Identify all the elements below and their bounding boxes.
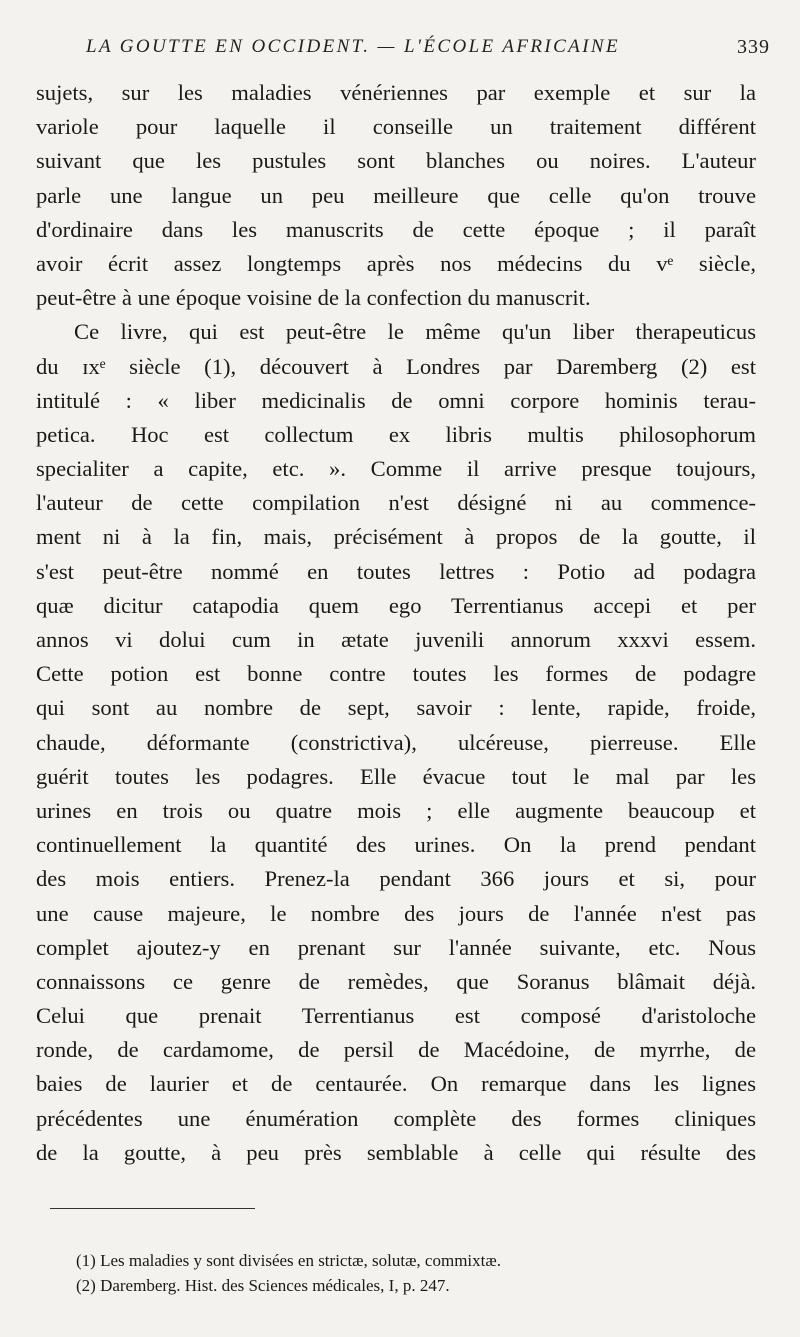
text-line: quæ dicitur catapodia quem ego Terrentianus accepi et per (36, 592, 756, 618)
text-line: ronde, de cardamome, de persil de Macédoine, de myrrhe, de (36, 1037, 756, 1063)
page-number: 339 (737, 36, 770, 58)
body-text (36, 76, 756, 1170)
text-line: ment ni à la fin, mais, précisément à propos de la goutte, il (36, 524, 756, 550)
running-header (86, 36, 770, 66)
text-line: avoir écrit assez longtemps après nos médecins du vᵉ siècle, (36, 250, 756, 276)
text-line: variole pour laquelle il conseille un traitement différent (36, 114, 756, 140)
text-line: peut-être à une époque voisine de la confection du manuscrit. (36, 285, 591, 311)
text-line: Ce livre, qui est peut-être le même qu'un liber therapeuticus (74, 319, 756, 345)
text-line: précédentes une énumération complète des formes cliniques (36, 1105, 756, 1131)
text-line: guérit toutes les podagres. Elle évacue tout le mal par les (36, 763, 756, 789)
text-line: complet ajoutez-y en prenant sur l'année suivante, etc. Nous (36, 934, 756, 960)
text-line: l'auteur de cette compilation n'est désigné ni au commence- (36, 490, 756, 516)
text-line: baies de laurier et de centaurée. On remarque dans les lignes (36, 1071, 756, 1097)
text-line: parle une langue un peu meilleure que celle qu'on trouve (36, 182, 756, 208)
text-line: des mois entiers. Prenez-la pendant 366 jours et si, pour (36, 866, 756, 892)
footnote-rule (50, 1208, 255, 1209)
text-line: Celui que prenait Terrentianus est composé d'aristoloche (36, 1003, 756, 1029)
text-line: suivant que les pustules sont blanches ou noires. L'auteur (36, 148, 756, 174)
text-line: intitulé : « liber medicinalis de omni corpore hominis terau- (36, 387, 756, 413)
text-line: annos vi dolui cum in ætate juvenili annorum xxxvi essem. (36, 627, 756, 652)
text-line: petica. Hoc est collectum ex libris multis philosophorum (36, 421, 756, 447)
text-line: qui sont au nombre de sept, savoir : lente, rapide, froide, (36, 695, 756, 721)
text-line: specialiter a capite, etc. ». Comme il arrive presque toujours, (36, 456, 756, 482)
text-line: du ɪxᵉ siècle (1), découvert à Londres par Daremberg (2) est (36, 353, 756, 379)
text-line: d'ordinaire dans les manuscrits de cette époque ; il paraît (36, 216, 756, 242)
footnote: (1) Les maladies y sont divisées en strictæ, solutæ, commixtæ. (76, 1251, 501, 1270)
text-line: urines en trois ou quatre mois ; elle augmente beaucoup et (36, 797, 756, 823)
text-line: une cause majeure, le nombre des jours de l'année n'est pas (36, 900, 756, 926)
text-line: continuellement la quantité des urines. On la prend pendant (36, 832, 756, 858)
footnote: (2) Daremberg. Hist. des Sciences médicales, I, p. 247. (76, 1276, 450, 1295)
running-title: LA GOUTTE EN OCCIDENT. — L'ÉCOLE AFRICAINE (86, 36, 620, 57)
text-line: s'est peut-être nommé en toutes lettres : Potio ad podagra (36, 558, 756, 584)
text-line: de la goutte, à peu près semblable à celle qui résulte des (36, 1139, 756, 1165)
footnotes (76, 1248, 756, 1298)
text-line: sujets, sur les maladies vénériennes par exemple et sur la (36, 80, 756, 105)
text-line: Cette potion est bonne contre toutes les formes de podagre (36, 661, 756, 687)
text-line: connaissons ce genre de remèdes, que Soranus blâmait déjà. (36, 968, 756, 994)
text-line: chaude, déformante (constrictiva), ulcéreuse, pierreuse. Elle (36, 729, 756, 755)
